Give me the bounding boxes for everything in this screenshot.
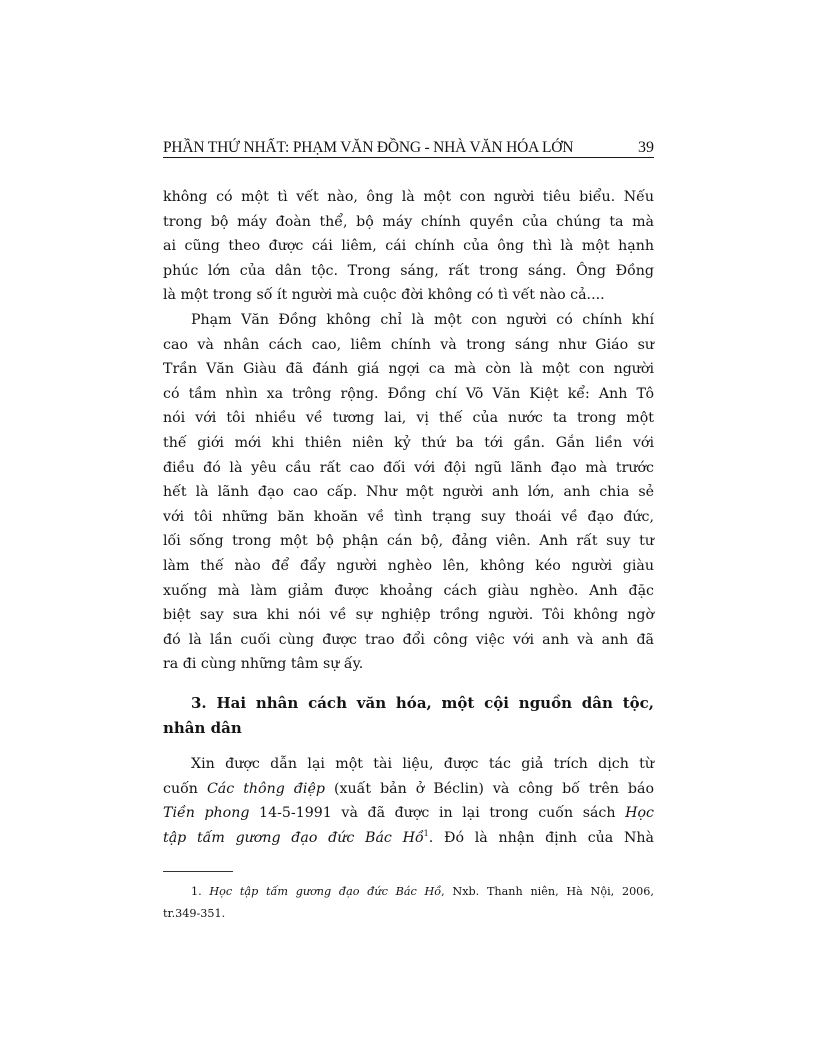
paragraph-2 bbox=[163, 308, 654, 677]
footnote-divider bbox=[163, 871, 233, 872]
paragraph-3 bbox=[163, 752, 654, 850]
text-line: trong bộ máy đoàn thể, bộ máy chính quyền của chúng ta mà bbox=[163, 213, 654, 230]
book-title: Học bbox=[625, 805, 654, 822]
running-header-title: PHẦN THỨ NHẤT: PHẠM VĂN ĐỒNG - NHÀ VĂN HÓA LỚN bbox=[163, 139, 574, 156]
text-line: với tôi những băn khoăn về tình trạng suy thoái về đạo đức, bbox=[163, 508, 654, 525]
text-line: lối sống trong một bộ phận cán bộ, đảng viên. Anh rất suy tư bbox=[163, 533, 654, 550]
footnote-line bbox=[163, 881, 654, 903]
text-line: cao và nhân cách cao, liêm chính và trong sáng như Giáo sư bbox=[163, 336, 654, 353]
text-line: hết là lãnh đạo cao cấp. Như một người anh lớn, anh chia sẻ bbox=[163, 484, 654, 501]
text-line: điều đó là yêu cầu rất cao đối với đội ngũ lãnh đạo mà trước bbox=[163, 459, 654, 476]
text-run: (xuất bản ở Béclin) và công bố trên báo bbox=[324, 780, 655, 797]
text-line: làm thế nào để đẩy người nghèo lên, không kéo người giàu bbox=[163, 557, 654, 574]
text-line: là một trong số ít người mà cuộc đời không có tì vết nào cả.... bbox=[163, 287, 605, 304]
section-heading bbox=[163, 691, 654, 740]
text-line bbox=[163, 777, 654, 802]
paragraph-1 bbox=[163, 185, 654, 308]
text-line bbox=[163, 801, 654, 826]
text-line: phúc lớn của dân tộc. Trong sáng, rất trong sáng. Ông Đồng bbox=[163, 262, 654, 279]
text-line: nói với tôi nhiều về tương lai, vị thế của nước ta trong một bbox=[163, 410, 654, 427]
text-run: 14-5-1991 và đã được in lại trong cuốn sách bbox=[249, 805, 626, 822]
footnote-book-title: Học tập tấm gương đạo đức Bác Hồ bbox=[209, 885, 442, 898]
text-run: cuốn bbox=[163, 780, 207, 797]
page-number: 39 bbox=[638, 139, 654, 156]
text-line: không có một tì vết nào, ông là một con người tiêu biểu. Nếu bbox=[163, 189, 654, 205]
text-run: . Đó là nhận định của Nhà bbox=[428, 829, 655, 846]
footnote-ref[interactable]: 1 bbox=[423, 828, 429, 838]
book-title: tập tấm gương đạo đức Bác Hồ bbox=[163, 829, 424, 846]
text-line: ra đi cùng những tâm sự ấy. bbox=[163, 656, 364, 673]
footnote-line: tr.349-351. bbox=[163, 907, 226, 920]
text-line: biệt say sưa khi nói về sự nghiệp trồng người. Tôi không ngờ bbox=[163, 607, 654, 624]
running-header bbox=[163, 139, 654, 158]
newspaper-title: Tiền phong bbox=[163, 805, 250, 822]
text-line: xuống mà làm giảm được khoảng cách giàu nghèo. Anh đặc bbox=[163, 582, 654, 599]
text-line: đó là lần cuối cùng được trao đổi công việc với anh và anh đã bbox=[163, 631, 654, 648]
text-line: thế giới mới khi thiên niên kỷ thứ ba tới gần. Gắn liền với bbox=[163, 434, 654, 451]
heading-line: nhân dân bbox=[163, 718, 242, 737]
footnote-number: 1. bbox=[191, 885, 210, 898]
footnote bbox=[163, 881, 654, 925]
text-line bbox=[163, 826, 654, 851]
text-line: Xin được dẫn lại một tài liệu, được tác giả trích dịch từ bbox=[191, 756, 654, 772]
text-line: Trần Văn Giàu đã đánh giá ngợi ca mà còn là một con người bbox=[163, 361, 654, 378]
book-title: Các thông điệp bbox=[206, 780, 325, 797]
text-line: ai cũng theo được cái liêm, cái chính của ông thì là một hạnh bbox=[163, 238, 654, 255]
text-line: Phạm Văn Đồng không chỉ là một con người có chính khí bbox=[191, 312, 654, 328]
footnote-text: , Nxb. Thanh niên, Hà Nội, 2006, bbox=[441, 885, 654, 898]
heading-line: 3. Hai nhân cách văn hóa, một cội nguồn dân tộc, bbox=[191, 694, 654, 712]
text-line: có tầm nhìn xa trông rộng. Đồng chí Võ Văn Kiệt kể: Anh Tô bbox=[163, 385, 654, 402]
